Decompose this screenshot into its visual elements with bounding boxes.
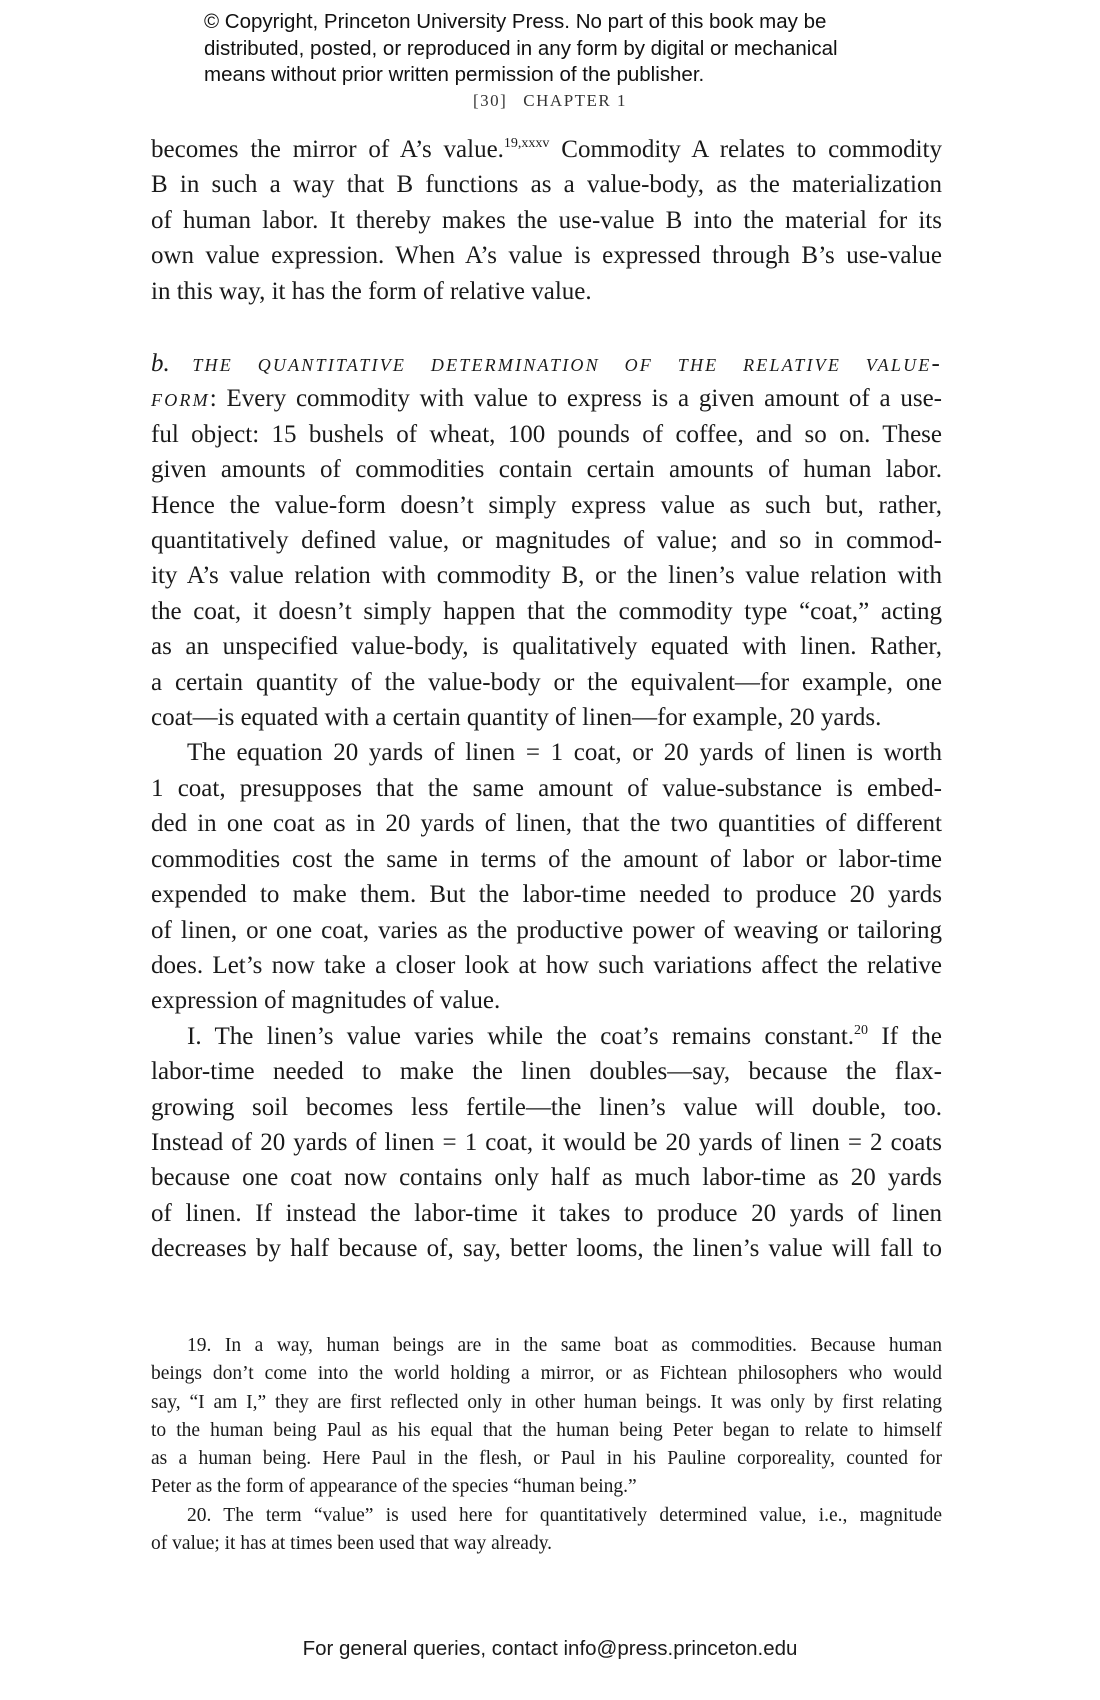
text-line: ful object: 15 bushels of wheat, 100 pounds of coffee, and so on. These [151, 420, 942, 448]
footnote-19-line: to the human being Paul as his equal that the human being Peter began to relate to himself [151, 1419, 942, 1441]
text-line: The equation 20 yards of linen = 1 coat, or 20 yards of linen is worth [187, 739, 942, 767]
chapter-title: CHAPTER 1 [523, 91, 628, 110]
text-line: ded in one coat as in 20 yards of linen, that the two quantities of different [151, 810, 942, 838]
text-line: as an unspecified value-body, is qualitatively equated with linen. Rather, [151, 633, 942, 661]
footnote-19-line: beings don’t come into the world holding a mirror, or as Fichtean philosophers who would [151, 1363, 942, 1385]
footnote-ref[interactable]: 19,xxxv [503, 136, 550, 151]
main-text [151, 346, 942, 1267]
text-line: ity A’s value relation with commodity B, or the linen’s value relation with [151, 562, 942, 590]
text-line: of human labor. It thereby makes the use-value B into the material for its [151, 206, 942, 234]
footnote-20-line: of value; it has at times been used that way already. [151, 1533, 553, 1555]
paragraph-1 [151, 132, 942, 309]
text-line: in this way, it has the form of relative value. [151, 277, 592, 305]
footnote-19-line: Peter as the form of appearance of the species “human being.” [151, 1476, 637, 1498]
section-title-end: form [151, 385, 210, 413]
text-line [151, 132, 942, 167]
copyright-notice [204, 9, 838, 89]
text-line: Hence the value-form doesn’t simply express value as such but, rather, [151, 491, 942, 519]
text-line: the coat, it doesn’t simply happen that the commodity type “coat,” acting [151, 597, 942, 625]
footnote-20-line: 20. The term “value” is used here for quantitatively determined value, i.e., magnitude [187, 1504, 942, 1526]
text: Commodity A relates to commodity [549, 136, 942, 163]
footnote-19-line: as a human being. Here Paul in the flesh, or Paul in his Pauline corporeality, counted for [151, 1448, 942, 1470]
text-line: expended to make them. But the labor-time needed to produce 20 yards [151, 881, 942, 909]
footnotes [151, 1332, 942, 1558]
footer-contact: For general queries, contact info@press.princeton.edu [302, 1637, 798, 1660]
section-heading [151, 346, 942, 381]
footnote-19-line: 19. In a way, human beings are in the same boat as commodities. Because human [187, 1335, 942, 1356]
text-line: of linen, or one coat, varies as the productive power of weaving or tailoring [151, 916, 942, 944]
copyright-line: means without prior written permission of the publisher. [204, 63, 705, 86]
copyright-line: distributed, posted, or reproduced in any form by digital or mechanical [204, 36, 838, 60]
text-line: growing soil becomes less fertile—the linen’s value will double, too. [151, 1093, 942, 1121]
running-head [0, 91, 1100, 111]
copyright-line: © Copyright, Princeton University Press. No part of this book may be [204, 10, 827, 33]
section-letter: b. [151, 350, 170, 377]
text-line: commodities cost the same in terms of the amount of labor or labor-time [151, 845, 942, 873]
footnote-19-line: say, “I am I,” they are first reflected only in other human beings. It was only by first relating [151, 1391, 942, 1413]
text-line: labor-time needed to make the linen doubles—say, because the flax- [151, 1058, 942, 1086]
text-line: expression of magnitudes of value. [151, 987, 501, 1015]
text-line: of linen. If instead the labor-time it takes to produce 20 yards of linen [151, 1199, 942, 1227]
text-line: does. Let’s now take a closer look at how such variations affect the relative [151, 951, 942, 979]
text-line [151, 381, 942, 416]
text-line: given amounts of commodities contain certain amounts of human labor. [151, 456, 942, 484]
text-line: a certain quantity of the value-body or the equivalent—for example, one [151, 668, 942, 696]
text-line: quantitatively defined value, or magnitudes of value; and so in commod- [151, 527, 942, 555]
text-line: B in such a way that B functions as a value-body, as the materialization [151, 171, 942, 199]
text: If the [868, 1022, 942, 1050]
text-line: own value expression. When A’s value is expressed through B’s use-value [151, 242, 942, 270]
text-line: because one coat now contains only half as much labor-time as 20 yards [151, 1164, 942, 1192]
text: I. The linen’s value varies while the coat’s remains constant. [187, 1022, 855, 1050]
text: becomes the mirror of A’s value. [151, 136, 504, 163]
footnote-ref[interactable]: 20 [854, 1022, 869, 1038]
page-number: [30] [472, 91, 508, 110]
text-line: Instead of 20 yards of linen = 1 coat, it would be 20 yards of linen = 2 coats [151, 1128, 942, 1156]
text-line [151, 1019, 942, 1054]
text-line: 1 coat, presupposes that the same amount of value-substance is embed- [151, 774, 942, 802]
text: : Every commodity with value to express is a given amount of a use- [209, 385, 942, 413]
text-line: decreases by half because of, say, better looms, the linen’s value will fall to [151, 1235, 942, 1263]
section-title: the quantitative determination of the relative value- [192, 350, 942, 377]
text-line: coat—is equated with a certain quantity of linen—for example, 20 yards. [151, 704, 882, 732]
